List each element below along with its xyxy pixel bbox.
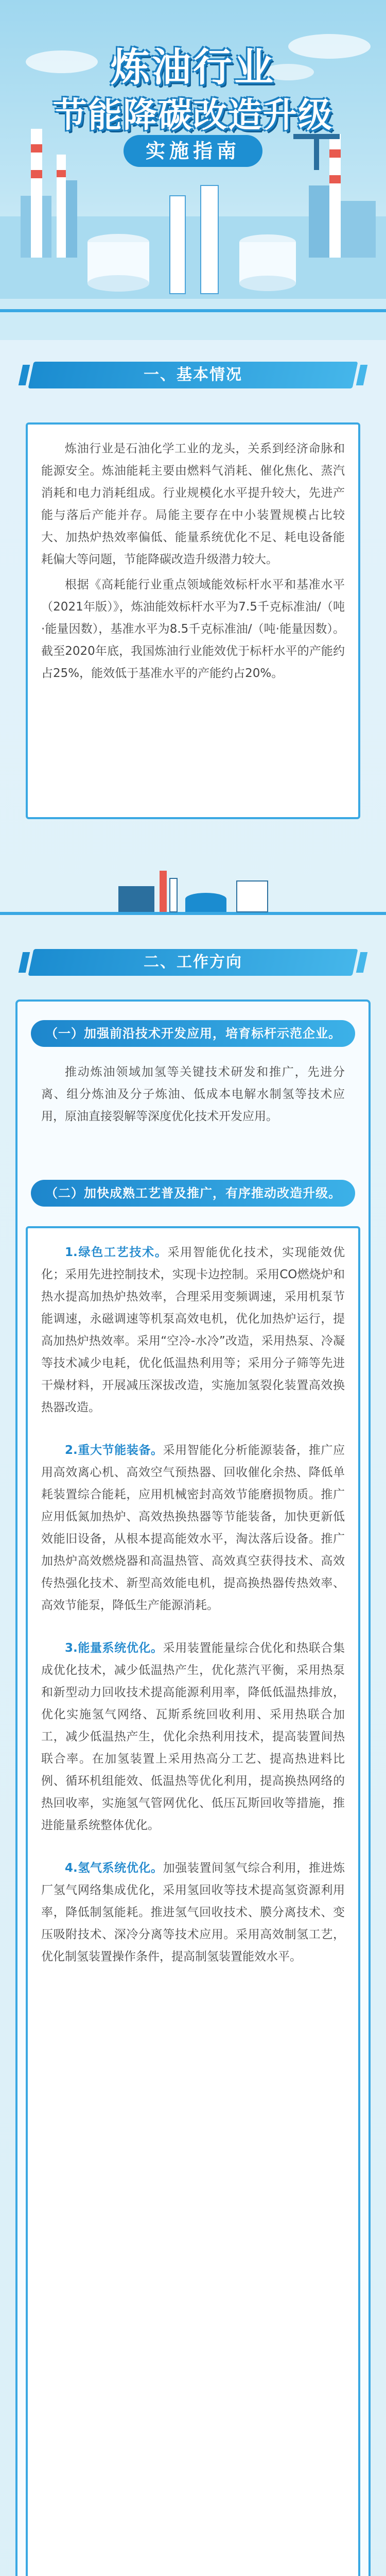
header-deco-left [19,365,30,385]
section-basic-title: 一、基本情况 [144,366,242,384]
direction-2-item-1 [41,1242,345,1419]
section-direction-header [0,922,386,999]
item-4-title: 4.氢气系统优化。 [65,1861,163,1875]
header-deco-right [356,365,368,385]
direction-2-text [41,1242,345,1971]
item-3-title: 3.能量系统优化。 [65,1641,163,1655]
hero-title-line2: 节能降碳改造升级 [53,95,333,135]
direction-2-item-4 [41,1857,345,1968]
direction-1-pill: （一）加强前沿技术开发应用，培育标杆示范企业。 [31,1020,355,1047]
item-3-body: 采用装置能量综合优化和热联合集成优化技术，减少低温热产生，优化蒸汽平衡，采用热泵和新型动力回收技术提高能源利用率，降低低温热排放，优化实施氢气网络、瓦斯系统回收利用、采用热联合加工，减少低温热产生，优化余热利用技术，提高装置间热联合率。在加氢装置上采用热高分工艺、提高热进料比例、循环机组能效、低温热等优化利用，提高换热网络的热回收率，实施氢气管网优化、低压瓦斯回收等措施，推进能量系统整体优化。 [41,1641,345,1832]
direction-2-item-2 [41,1439,345,1617]
item-1-title: 1.绿色工艺技术。 [65,1246,168,1259]
header-deco-left [19,952,30,973]
item-4-body: 加强装置间氢气综合利用，推进炼厂氢气网络集成优化，采用氢回收等技术提高氢资源利用率，降低制氢能耗。推进氢气回收技术、膜分离技术、变压吸附技术、深冷分离等技术应用。采用高效制氢工艺，优化制氢装置操作条件，提高制氢装置能效水平。 [41,1861,345,1963]
direction-1-paragraph: 推动炼油领域加氢等关键技术研发和推广，先进分离、组分炼油及分子炼油、低成本电解水制氢等技术应用，原油直接裂解等深度优化技术开发应用。 [41,1065,345,1123]
section-basic-header [0,335,386,412]
basic-paragraph-1: 炼油行业是石油化学工业的龙头，关系到经济命脉和能源安全。炼油能耗主要由燃料气消耗、催化焦化、蒸汽消耗和电力消耗组成。行业规模化水平提升较大，先进产能与落后产能并存。局能主要存在中小装置规模占比较大、加热炉热效率偏低、能量系统优化不足、耗电设备能耗偏大等问题，节能降碳改造升级潜力较大。 [41,442,345,566]
direction-2-item-3 [41,1637,345,1837]
hero-title-line1: 炼油行业 [111,44,275,90]
direction-2-pill: （二）加快成熟工艺普及推广，有序推动改造升级。 [31,1180,355,1207]
item-1-body: 采用智能优化技术，实现能效优化；采用先进控制技术，实现卡边控制。采用CO燃烧炉和热水提高加热炉热效率，合理采用变频调速，采用机泵节能调速，永磁调速等机泵高效电机，优化加热炉运行，提高加热炉热效率。采用“空冷-水冷”改造，采用热泵、冷凝等技术减少电耗，优化低温热利用等；采用分子筛等先进干燥材料，开展减压深拔改造，实施加氢裂化装置高效换热器改造。 [41,1246,345,1414]
hero-subtitle-badge: 实施指南 [124,135,262,167]
section-basic-text [41,438,345,688]
header-deco-right [356,952,368,973]
section-direction-title: 二、工作方向 [144,953,242,971]
refinery-divider-illustration [0,850,386,927]
basic-paragraph-2: 根据《高耗能行业重点领域能效标杆水平和基准水平（2021年版）》，炼油能效标杆水平为7.5千克标准油/（吨·能量因数），基准水平为8.5千克标准油/（吨·能量因数）。截至2020年底，我国炼油行业能效优于标杆水平的产能约占25%，能效低于基准水平的产能约占20%。 [41,578,345,680]
item-2-body: 采用智能化分析能源装备，推广应用高效离心机、高效空气预热器、回收催化余热、降低单耗装置综合能耗，应用机械密封高效节能磨损物质。推广应用低氮加热炉、高效热换热器等节能装备，加快更新低效能旧设备，从根本提高能效水平，淘汰落后设备。推广加热炉高效燃烧器和高温热管、高效真空获得技术、高效传热强化技术、新型高效能电机，提高换热器传热效率、高效节能泵，降低生产能源消耗。 [41,1444,345,1612]
item-2-title: 2.重大节能装备。 [65,1444,163,1457]
hero-banner [0,0,386,340]
direction-1-text [41,1061,345,1131]
